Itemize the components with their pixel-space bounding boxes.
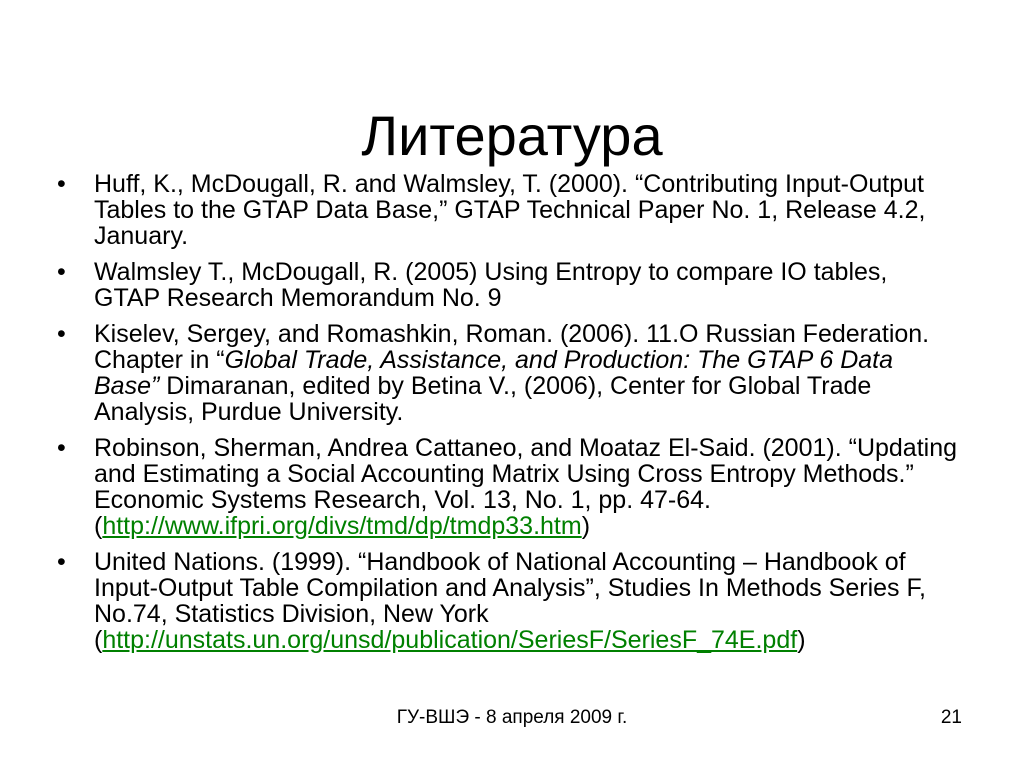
slide-title: Литература [361, 103, 663, 167]
slide-page-number: 21 [940, 707, 962, 728]
reference-text: Walmsley T., McDougall, R. (2005) Using Entropy to compare IO tables, GTAP Research Memorandum No. 9 [94, 258, 888, 312]
bullet-icon: • [57, 548, 66, 576]
reference-text: United Nations. (1999). “Handbook of National Accounting – Handbook of Input-Output Table Compilation and Analysis”, Studies In Methods Series F, No.74, Statistics Division, New York ( [94, 548, 926, 654]
ifpri-reference-link[interactable]: http://www.ifpri.org/divs/tmd/dp/tmdp33.htm [102, 512, 582, 540]
reference-item-kiselev [57, 321, 957, 425]
reference-text: Kiselev, Sergey, and Romashkin, Roman. (2006). 11.O Russian Federation. Chapter in “ [94, 320, 930, 374]
reference-item-walmsley [57, 259, 957, 311]
bullet-icon: • [57, 434, 66, 462]
un-statistics-reference-link[interactable]: http://unstats.un.org/unsd/publication/SeriesF/SeriesF_74E.pdf [102, 626, 798, 654]
reference-text: Robinson, Sherman, Andrea Cattaneo, and Moataz El-Said. (2001). “Updating and Estimating a Social Accounting Matrix Using Cross Entropy Methods.” Economic Systems Research, Vol. 13, No. 1, pp. 47-64. ( [94, 434, 958, 540]
bullet-icon: • [57, 320, 66, 348]
reference-item-huff [57, 171, 957, 249]
slide-footer: ГУ-ВШЭ - 8 апреля 2009 г. [396, 707, 628, 728]
closing-parenthesis: ) [797, 626, 806, 654]
reference-item-robinson [57, 435, 957, 539]
literature-list [57, 171, 957, 663]
book-title-italic: Global Trade, Assistance, and Production: The GTAP 6 Data Base” [94, 346, 894, 400]
closing-parenthesis: ) [581, 512, 591, 540]
bullet-icon: • [57, 258, 66, 286]
bullet-icon: • [57, 170, 66, 198]
reference-text: Huff, K., McDougall, R. and Walmsley, T. (2000). “Contributing Input-Output Tables to the GTAP Data Base,” GTAP Technical Paper No. 1, Release 4.2, January. [94, 170, 926, 250]
reference-text-continued: Dimaranan, edited by Betina V., (2006), Center for Global Trade Analysis, Purdue University. [94, 372, 872, 426]
reference-item-united-nations [57, 549, 957, 653]
